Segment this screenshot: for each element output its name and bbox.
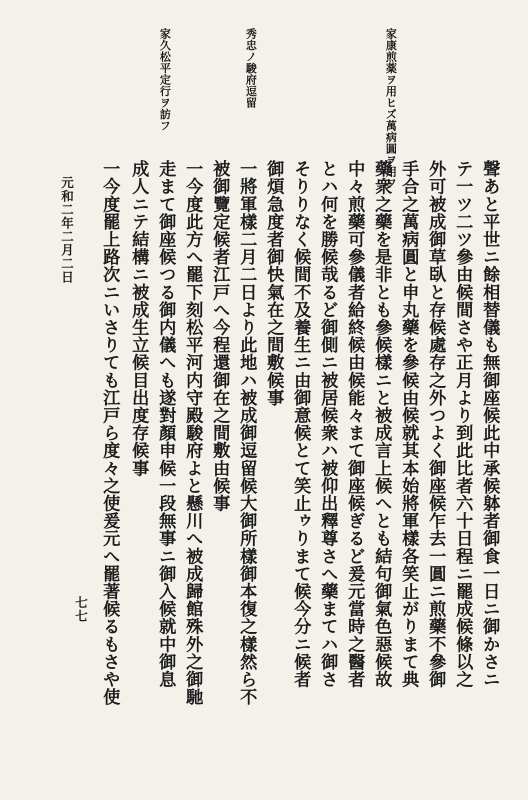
body-line-1: 聲あと平世ニ餘相替儀も無御座候此中承候躰者御食一日ニ御かさニ	[479, 160, 500, 688]
body-line-11: 被御覽定候者江戸へ今程還御在之間敷由候事	[209, 160, 230, 512]
body-line-5: 藥衆之藥を是非とも參候樣ニと被成言上候へとも結句御氣色惡候故	[371, 160, 392, 688]
body-line-6: 中々煎藥可參儀者給終候由候能々まて御座候ぎるど爰元當時之醫者	[344, 160, 365, 688]
body-line-2: テ一ツ二ツ參由候間さや正月より到此比者六十日程ニ罷成候條以之	[452, 160, 473, 688]
body-line-10: 一將軍樣二月二日より此地ハ被成御逗留候大御所樣御本復之樣然ら不	[236, 160, 257, 706]
margin-note-2: 秀忠ノ駿府逗留	[244, 28, 258, 109]
body-line-7: とハ何を勝候哉るど御側ニ被居候衆ハ被仰出釋尊さへ藥まてハ御さ	[317, 160, 338, 688]
body-line-9: 御煩急度者御快氣在之間敷候事	[263, 160, 284, 407]
body-line-3: 外可被成御草臥と存候處存之外つよく御座候乍去一圓ニ煎藥不參御	[425, 160, 446, 688]
running-date: 元和二年二月二日	[59, 176, 75, 284]
margin-note-3: 家久松平定行ヲ訪フ	[158, 28, 172, 132]
page-number: 七七	[73, 596, 89, 623]
body-line-4: 手合之萬病圓と申丸藥を參候由候就其本始將軍樣各笑止がりまて典	[398, 160, 419, 688]
body-line-15: 一今度罷上路次ニいさりても江戸ら度々之使爰元へ罷著候るもさや使	[99, 160, 120, 706]
body-line-14: 成人ニテ結構ニ被成生立候目出度存候事	[128, 160, 149, 477]
body-line-8: そりりなく候間不及養生ニ由御意候とて笑止ゥりまて候今分ニ候者	[290, 160, 311, 688]
body-line-12: 一今度此方へ罷下刻松平河内守殿駿府よと懸川へ被成歸館殊外之御馳	[182, 160, 203, 706]
body-line-13: 走まて御座候つる御内儀へも遂對顏申候一段無事ニ御入候就中御息	[155, 160, 176, 688]
margin-note-1: 家康煎薬ヲ用ヒズ萬病圓ヲ用フ	[384, 28, 398, 189]
